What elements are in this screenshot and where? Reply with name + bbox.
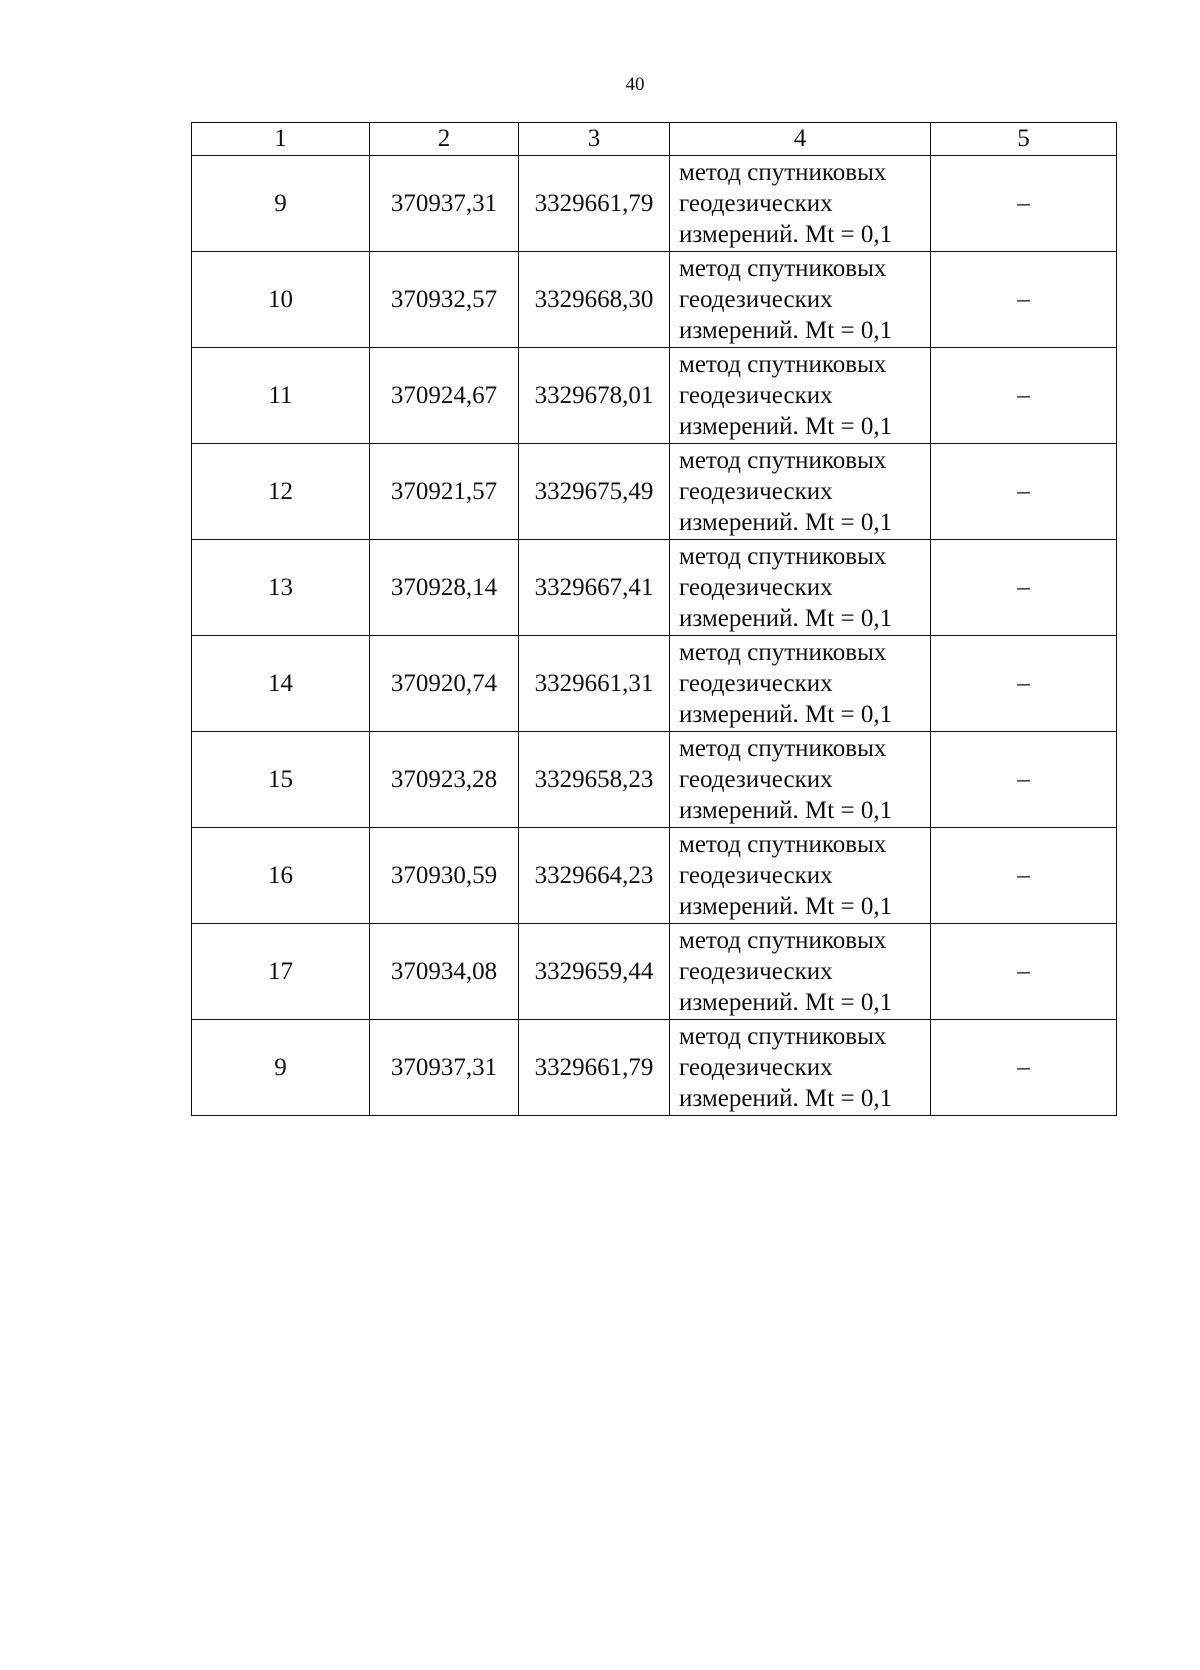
method-line-2: геодезических <box>679 382 833 409</box>
method-cell <box>670 348 931 444</box>
method-cell <box>670 540 931 636</box>
table-row <box>192 444 1117 540</box>
coord-y: 3329667,41 <box>519 540 670 636</box>
coord-x: 370923,28 <box>370 732 519 828</box>
method-line-2: геодезических <box>679 862 833 889</box>
table-row <box>192 636 1117 732</box>
method-line-3: измерений. Mt = 0,1 <box>679 413 893 440</box>
coord-x: 370934,08 <box>370 924 519 1020</box>
method-line-3: измерений. Mt = 0,1 <box>679 989 893 1016</box>
coord-x: 370937,31 <box>370 1020 519 1116</box>
coord-y: 3329678,01 <box>519 348 670 444</box>
point-number: 11 <box>192 348 370 444</box>
method-cell <box>670 444 931 540</box>
method-line-3: измерений. Mt = 0,1 <box>679 221 893 248</box>
method-line-1: метод спутниковых <box>679 831 887 858</box>
point-number: 17 <box>192 924 370 1020</box>
method-line-2: геодезических <box>679 478 833 505</box>
method-line-1: метод спутниковых <box>679 543 887 570</box>
table-row <box>192 348 1117 444</box>
method-line-1: метод спутниковых <box>679 927 887 954</box>
header-col-1: 1 <box>192 123 370 156</box>
table-row <box>192 252 1117 348</box>
table-header-row <box>192 123 1117 156</box>
point-number: 13 <box>192 540 370 636</box>
col-5-value: – <box>931 444 1117 540</box>
col-5-value: – <box>931 1020 1117 1116</box>
coord-y: 3329664,23 <box>519 828 670 924</box>
method-line-1: метод спутниковых <box>679 351 887 378</box>
method-cell <box>670 924 931 1020</box>
method-cell <box>670 252 931 348</box>
coord-y: 3329668,30 <box>519 252 670 348</box>
method-line-1: метод спутниковых <box>679 1023 887 1050</box>
method-line-2: геодезических <box>679 1054 833 1081</box>
table-row <box>192 924 1117 1020</box>
point-number: 16 <box>192 828 370 924</box>
header-col-4: 4 <box>670 123 931 156</box>
method-line-2: геодезических <box>679 766 833 793</box>
coord-y: 3329661,31 <box>519 636 670 732</box>
col-5-value: – <box>931 732 1117 828</box>
col-5-value: – <box>931 924 1117 1020</box>
method-line-2: геодезических <box>679 958 833 985</box>
method-line-1: метод спутниковых <box>679 159 887 186</box>
method-line-2: геодезических <box>679 286 833 313</box>
col-5-value: – <box>931 636 1117 732</box>
coord-y: 3329658,23 <box>519 732 670 828</box>
col-5-value: – <box>931 828 1117 924</box>
table-row <box>192 156 1117 252</box>
method-line-1: метод спутниковых <box>679 447 887 474</box>
method-line-3: измерений. Mt = 0,1 <box>679 893 893 920</box>
method-line-3: измерений. Mt = 0,1 <box>679 509 893 536</box>
coord-y: 3329661,79 <box>519 156 670 252</box>
coord-x: 370928,14 <box>370 540 519 636</box>
coord-x: 370924,67 <box>370 348 519 444</box>
col-5-value: – <box>931 540 1117 636</box>
coord-x: 370930,59 <box>370 828 519 924</box>
table-row <box>192 732 1117 828</box>
method-line-3: измерений. Mt = 0,1 <box>679 317 893 344</box>
header-col-5: 5 <box>931 123 1117 156</box>
table-row <box>192 540 1117 636</box>
method-line-3: измерений. Mt = 0,1 <box>679 605 893 632</box>
point-number: 9 <box>192 156 370 252</box>
method-cell <box>670 732 931 828</box>
coord-y: 3329675,49 <box>519 444 670 540</box>
point-number: 12 <box>192 444 370 540</box>
page-number: 40 <box>625 74 645 95</box>
point-number: 15 <box>192 732 370 828</box>
coord-y: 3329661,79 <box>519 1020 670 1116</box>
point-number: 10 <box>192 252 370 348</box>
method-cell <box>670 636 931 732</box>
col-5-value: – <box>931 252 1117 348</box>
coord-y: 3329659,44 <box>519 924 670 1020</box>
coordinates-table <box>191 122 1117 1116</box>
coord-x: 370921,57 <box>370 444 519 540</box>
method-line-2: геодезических <box>679 670 833 697</box>
method-cell <box>670 1020 931 1116</box>
method-line-2: геодезических <box>679 190 833 217</box>
method-line-3: измерений. Mt = 0,1 <box>679 1085 893 1112</box>
coord-x: 370932,57 <box>370 252 519 348</box>
point-number: 14 <box>192 636 370 732</box>
method-line-3: измерений. Mt = 0,1 <box>679 701 893 728</box>
method-line-1: метод спутниковых <box>679 255 887 282</box>
col-5-value: – <box>931 156 1117 252</box>
method-line-1: метод спутниковых <box>679 735 887 762</box>
method-cell <box>670 156 931 252</box>
method-cell <box>670 828 931 924</box>
table-row <box>192 828 1117 924</box>
method-line-2: геодезических <box>679 574 833 601</box>
coord-x: 370920,74 <box>370 636 519 732</box>
header-col-2: 2 <box>370 123 519 156</box>
point-number: 9 <box>192 1020 370 1116</box>
col-5-value: – <box>931 348 1117 444</box>
table-row <box>192 1020 1117 1116</box>
coord-x: 370937,31 <box>370 156 519 252</box>
method-line-1: метод спутниковых <box>679 639 887 666</box>
header-col-3: 3 <box>519 123 670 156</box>
method-line-3: измерений. Mt = 0,1 <box>679 797 893 824</box>
